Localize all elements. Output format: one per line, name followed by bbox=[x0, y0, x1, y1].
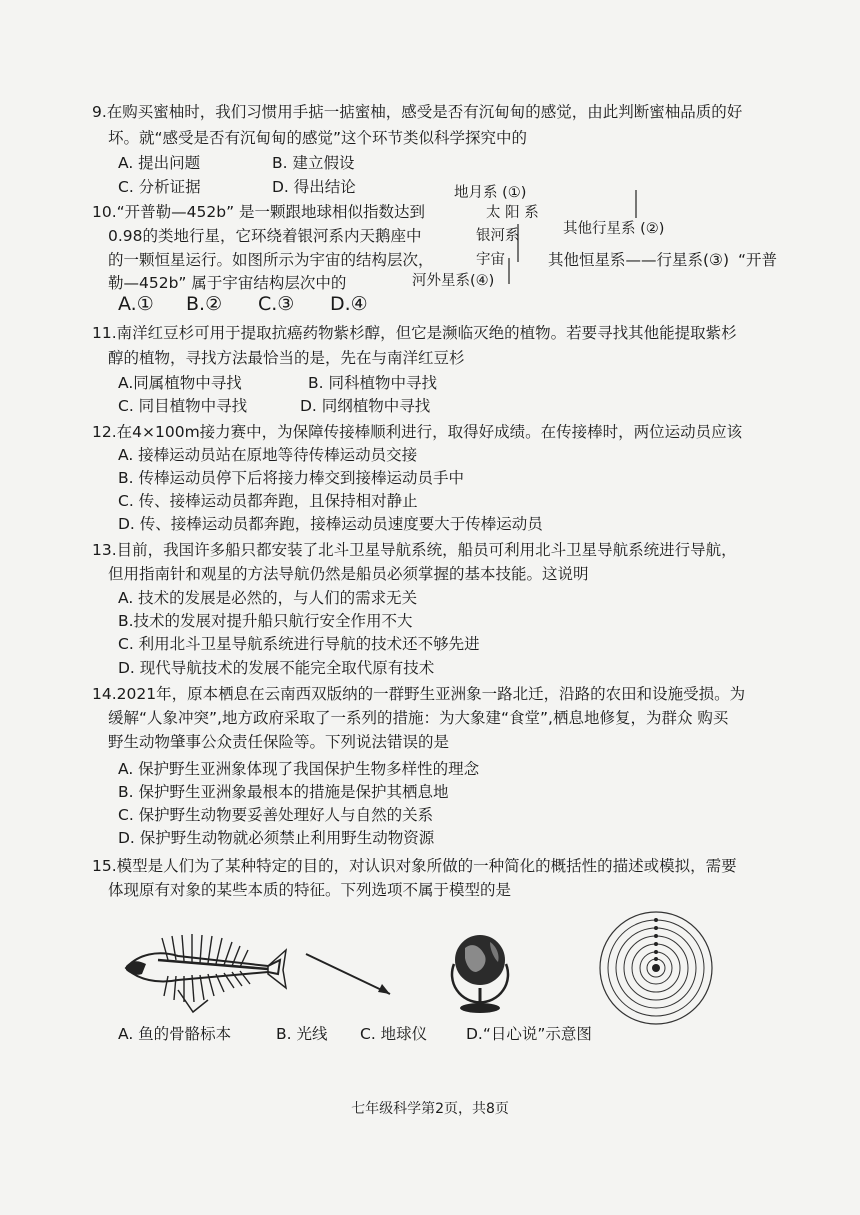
q10-option-a: A.① bbox=[118, 293, 154, 315]
diagram-earth-moon-system: 地月系 (①) bbox=[454, 185, 527, 201]
q9-option-b: B. 建立假设 bbox=[272, 154, 355, 172]
diagram-universe: 宇宙 bbox=[476, 252, 505, 268]
q11-option-d: D. 同纲植物中寻找 bbox=[300, 397, 431, 415]
q12-option-b: B. 传棒运动员停下后将接力棒交到接棒运动员手中 bbox=[118, 469, 464, 487]
q14-stem-line3: 野生动物肇事公众责任保险等。下列说法错误的是 bbox=[108, 733, 450, 751]
diagram-milky-way: 银河系 bbox=[476, 228, 520, 244]
q15-option-c: C. 地球仪 bbox=[360, 1025, 428, 1043]
q9-option-a: A. 提出问题 bbox=[118, 154, 201, 172]
q10-stem-line4: 勒—452b” 属于宇宙结构层次中的 bbox=[108, 274, 347, 292]
q15-option-a: A. 鱼的骨骼标本 bbox=[118, 1025, 232, 1043]
q14-option-c: C. 保护野生动物要妥善处理好人与自然的关系 bbox=[118, 806, 434, 824]
q10-option-b: B.② bbox=[186, 293, 223, 315]
diagram-other-star-systems: 其他恒星系——行星系(③) bbox=[548, 251, 729, 269]
q15-stem-line2: 体现原有对象的某些本质的特征。下列选项不属于模型的是 bbox=[108, 881, 512, 899]
q11-option-a: A.同属植物中寻找 bbox=[118, 374, 242, 392]
q12-stem-line1: 12.在4×100m接力赛中，为保障传接棒顺利进行，取得好成绩。在传接棒时，两位运动员应该 bbox=[92, 423, 743, 441]
q14-option-d: D. 保护野生动物就必须禁止利用野生动物资源 bbox=[118, 829, 435, 847]
light-ray-image bbox=[300, 948, 400, 1008]
q13-stem-line1: 13.目前，我国许多船只都安装了北斗卫星导航系统，船员可利用北斗卫星导航系统进行导航， bbox=[92, 541, 737, 559]
q10-stem-line3: 的一颗恒星运行。如图所示为宇宙的结构层次， bbox=[108, 251, 434, 269]
q14-stem-line2: 缓解“人象冲突”,地方政府采取了一系列的措施：为大象建“食堂”,栖息地修复，为群众 购买 bbox=[108, 709, 729, 727]
q11-stem-line1: 11.南洋红豆杉可用于提取抗癌药物紫杉醇，但它是濒临灭绝的植物。若要寻找其他能提取紫杉 bbox=[92, 324, 737, 342]
q14-option-a: A. 保护野生亚洲象体现了我国保护生物多样性的理念 bbox=[118, 760, 480, 778]
diagram-other-galaxies: 河外星系(④) bbox=[412, 273, 495, 289]
q10-stem-line3-tail: “开普 bbox=[738, 251, 778, 269]
q9-stem-line1: 9.在购买蜜柚时，我们习惯用手掂一掂蜜柚，感受是否有沉甸甸的感觉，由此判断蜜柚品质的好 bbox=[92, 103, 743, 121]
page-footer: 七年级科学第2页，共8页 bbox=[351, 1101, 509, 1117]
diagram-other-planet-systems: 其他行星系 (②) bbox=[563, 221, 665, 237]
q14-option-b: B. 保护野生亚洲象最根本的措施是保护其栖息地 bbox=[118, 783, 449, 801]
q11-option-c: C. 同目植物中寻找 bbox=[118, 397, 248, 415]
q12-option-d: D. 传、接棒运动员都奔跑，接棒运动员速度要大于传棒运动员 bbox=[118, 515, 543, 533]
q11-stem-line2: 醇的植物，寻找方法最恰当的是，先在与南洋红豆杉 bbox=[108, 349, 465, 367]
q13-option-c: C. 利用北斗卫星导航系统进行导航的技术还不够先进 bbox=[118, 635, 480, 653]
q15-option-b: B. 光线 bbox=[276, 1025, 328, 1043]
q10-stem-line1: 10.“开普勒—452b” 是一颗跟地球相似指数达到 bbox=[92, 203, 426, 221]
fish-skeleton-image bbox=[118, 930, 288, 1015]
q10-option-c: C.③ bbox=[258, 293, 295, 315]
q9-option-c: C. 分析证据 bbox=[118, 178, 201, 196]
globe-image bbox=[440, 920, 520, 1020]
q14-stem-line1: 14.2021年，原本栖息在云南西双版纳的一群野生亚洲象一路北迁，沿路的农田和设施受损。为 bbox=[92, 685, 746, 703]
heliocentric-diagram-image bbox=[596, 908, 716, 1028]
q15-stem-line1: 15.模型是人们为了某种特定的目的，对认识对象所做的一种简化的概括性的描述或模拟，需要 bbox=[92, 857, 737, 875]
q15-option-d: D.“日心说”示意图 bbox=[466, 1025, 592, 1043]
q13-option-d: D. 现代导航技术的发展不能完全取代原有技术 bbox=[118, 659, 435, 677]
q9-option-d: D. 得出结论 bbox=[272, 178, 356, 196]
q9-stem-line2: 坏。就“感受是否有沉甸甸的感觉”这个环节类似科学探究中的 bbox=[108, 129, 528, 147]
q13-option-b: B.技术的发展对提升船只航行安全作用不大 bbox=[118, 612, 413, 630]
q10-stem-line2: 0.98的类地行星，它环绕着银河系内天鹅座中 bbox=[108, 227, 422, 245]
q10-option-d: D.④ bbox=[330, 293, 368, 315]
q11-option-b: B. 同科植物中寻找 bbox=[308, 374, 437, 392]
q12-option-a: A. 接棒运动员站在原地等待传棒运动员交接 bbox=[118, 446, 418, 464]
q12-option-c: C. 传、接棒运动员都奔跑，且保持相对静止 bbox=[118, 492, 418, 510]
q13-option-a: A. 技术的发展是必然的，与人们的需求无关 bbox=[118, 589, 418, 607]
q13-stem-line2: 但用指南针和观星的方法导航仍然是船员必须掌握的基本技能。这说明 bbox=[108, 565, 589, 583]
diagram-solar-system: 太 阳 系 bbox=[486, 205, 539, 221]
